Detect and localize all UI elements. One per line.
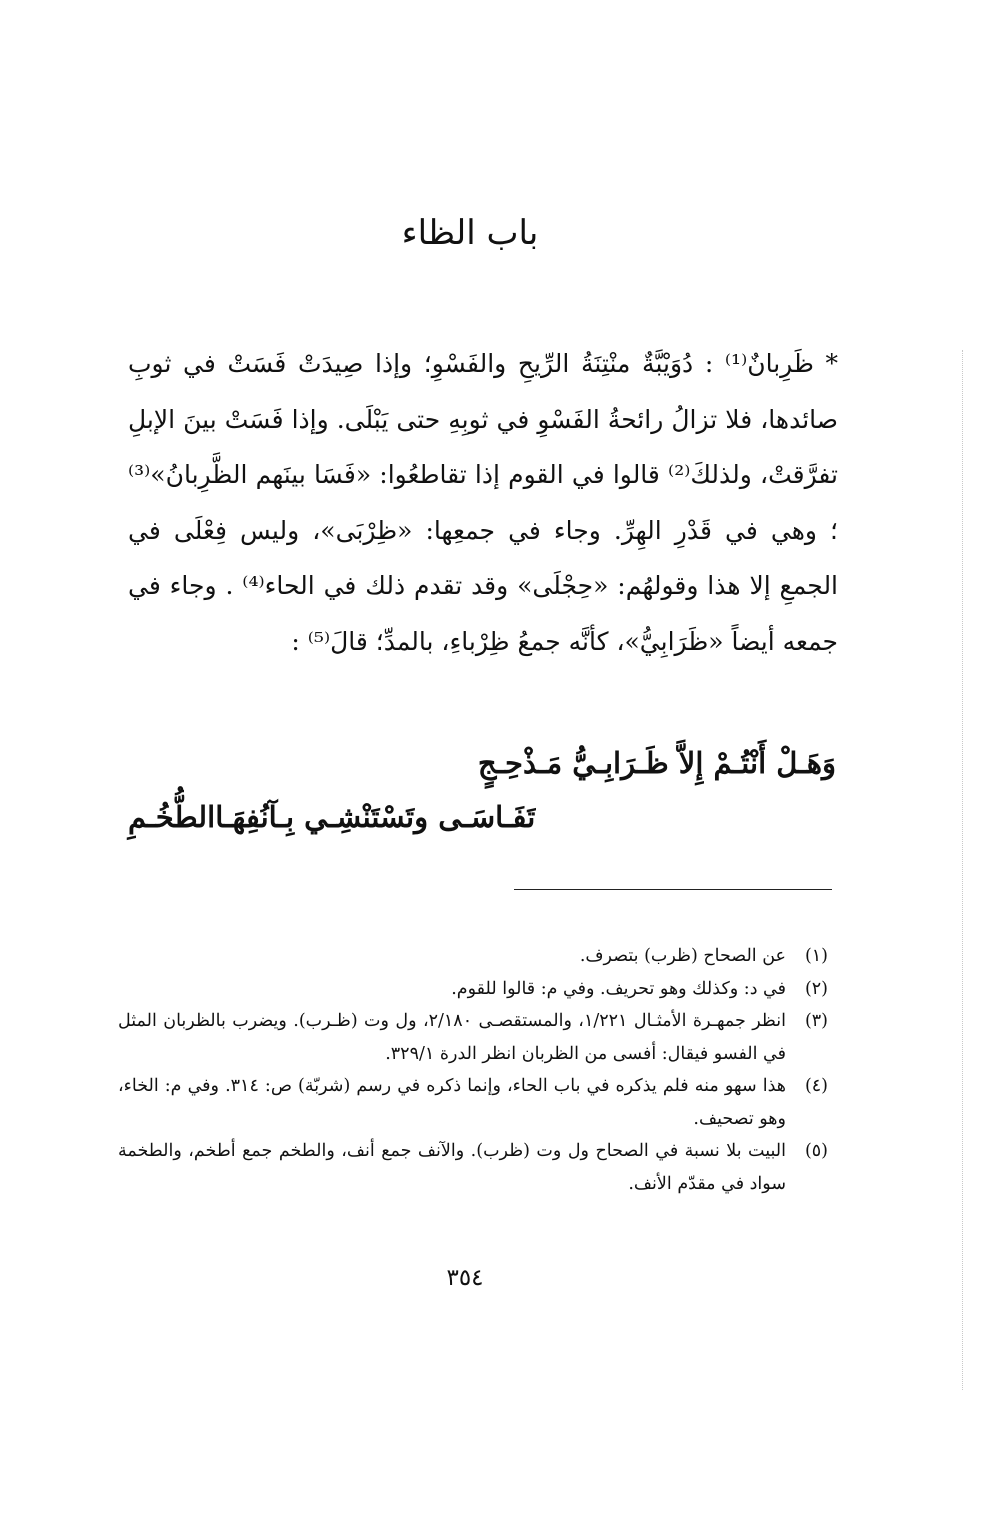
footnote-number: (٢) (804, 978, 828, 999)
verse-second-hemistich: تَفَـاسَـى وتَسْتَنْشِـي بِـآنُفِهَـاالطُّخُـمِ (128, 800, 536, 834)
footnote-text: البيت بلا نسبة في الصحاح ول وت (ظرب). والآنف جمع أنف، والطخم جمع أطخم، والطخمة سواد في مقدّم الأنف. (118, 1141, 786, 1194)
main-text-body (128, 336, 838, 669)
footnote-number: (٤) (804, 1076, 828, 1096)
verse-first-hemistich: وَهَـلْ أَنْتُـمْ إِلاَّ ظَـرَابِـيُّ مَـذْحِـجٍ (477, 746, 836, 780)
footnote-number: (٣) (804, 1011, 828, 1031)
footnote-item (118, 1070, 828, 1135)
footnote-number: (١) (804, 946, 828, 966)
footnote-item (118, 973, 828, 1006)
footnote-text: هذا سهو منه فلم يذكره في باب الحاء، وإنما ذكره في رسم (شربّة) ص: ٣١٤. وفي م: الخاء، وهو تصحيف. (118, 1076, 786, 1129)
footnote-text: في د: وكذلك وهو تحريف. وفي م: قالوا للقوم. (451, 978, 786, 999)
footnote-divider (514, 889, 832, 890)
footnote-item (118, 940, 828, 973)
footnote-item (118, 1005, 828, 1070)
scan-edge-artifact (962, 350, 963, 1390)
chapter-title: باب الظاء (401, 212, 539, 253)
footnote-number: (٥) (804, 1141, 828, 1161)
poetry-verse (128, 736, 848, 844)
footnote-text: انظر جمهـرة الأمثـال ١/٢٢١، والمستقصـى ٢/١٨٠، ول وت (ظـرب). ويضرب بالظربان المثل في الفسو فيقال: أفسى من الظربان انظر الدرة ٣٢٩/١. (118, 1011, 787, 1064)
footnote-item (118, 1135, 828, 1200)
main-paragraph: * ظَرِبانٌ⁽¹⁾ : دُوَيْبَّةٌ منْتِنَةُ الرِّيحِ والفَسْوِ؛ وإذا صِيدَتْ فَسَتْ في ثوبِ صائدها، فلا تزالُ رائحةُ الفَسْوِ في ثوبِهِ حتى يَبْلَى. وإذا فَسَتْ بينَ الإبلِ تفرَّقتْ، ولذلكَ⁽²⁾ قالوا في القوم إذا تقاطعُوا: «فَسَا بينَهم الظَّرِبانُ»⁽³⁾ ؛ وهي في قَدْرِ الهِرِّ. وجاء في جمعِها: «ظِرْبَى»، وليس فِعْلَى في الجمعِ إلا هذا وقولهُم: «حِجْلَى» وقد تقدم ذلك في الحاء⁽⁴⁾ . وجاء في جمعه أيضاً «ظَرَابِيُّ»، كأنَّه جمعُ ظِرْباءِ، بالمدِّ؛ قالَ⁽⁵⁾ : (128, 349, 839, 656)
footnote-text: عن الصحاح (ظرب) بتصرف. (579, 946, 786, 966)
page-number: ٣٥٤ (446, 1265, 484, 1291)
footnotes (118, 940, 828, 1200)
